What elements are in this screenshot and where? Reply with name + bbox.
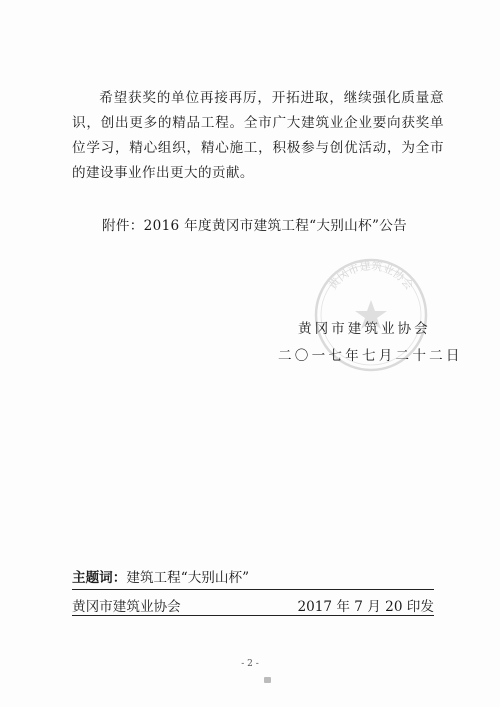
page-number: - 2 - xyxy=(241,659,259,669)
seal-text: 黄冈市建筑业协会 xyxy=(326,259,416,293)
scan-artifact xyxy=(264,677,271,683)
issuer-name: 黄冈市建筑业协会 xyxy=(72,599,181,615)
signature-date: 二〇一七年七月二十二日 xyxy=(278,348,463,364)
issuer-row xyxy=(72,595,434,615)
issue-date: 2017 年 7 月 20 印发 xyxy=(297,599,434,615)
footer-divider-top xyxy=(72,589,434,590)
footer-divider-bottom xyxy=(72,615,434,616)
subject-label: 主题词： xyxy=(72,570,127,586)
subject-keywords xyxy=(72,566,434,586)
signature-organization: 黄冈市建筑业协会 xyxy=(298,321,431,337)
body-paragraph: 希望获奖的单位再接再厉，开拓进取，继续强化质量意识，创出更多的精品工程。全市广大建筑业企业要向获奖单位学习，精心组织，精心施工，积极参与创优活动，为全市的建设事业作出更大的贡献。 xyxy=(72,90,444,181)
svg-text:黄冈市建筑业协会 xyxy=(325,259,416,293)
attachment-line: 附件：2016 年度黄冈市建筑工程“大别山杯”公告 xyxy=(102,218,408,234)
subject-value: 建筑工程“大别山杯” xyxy=(126,570,250,586)
